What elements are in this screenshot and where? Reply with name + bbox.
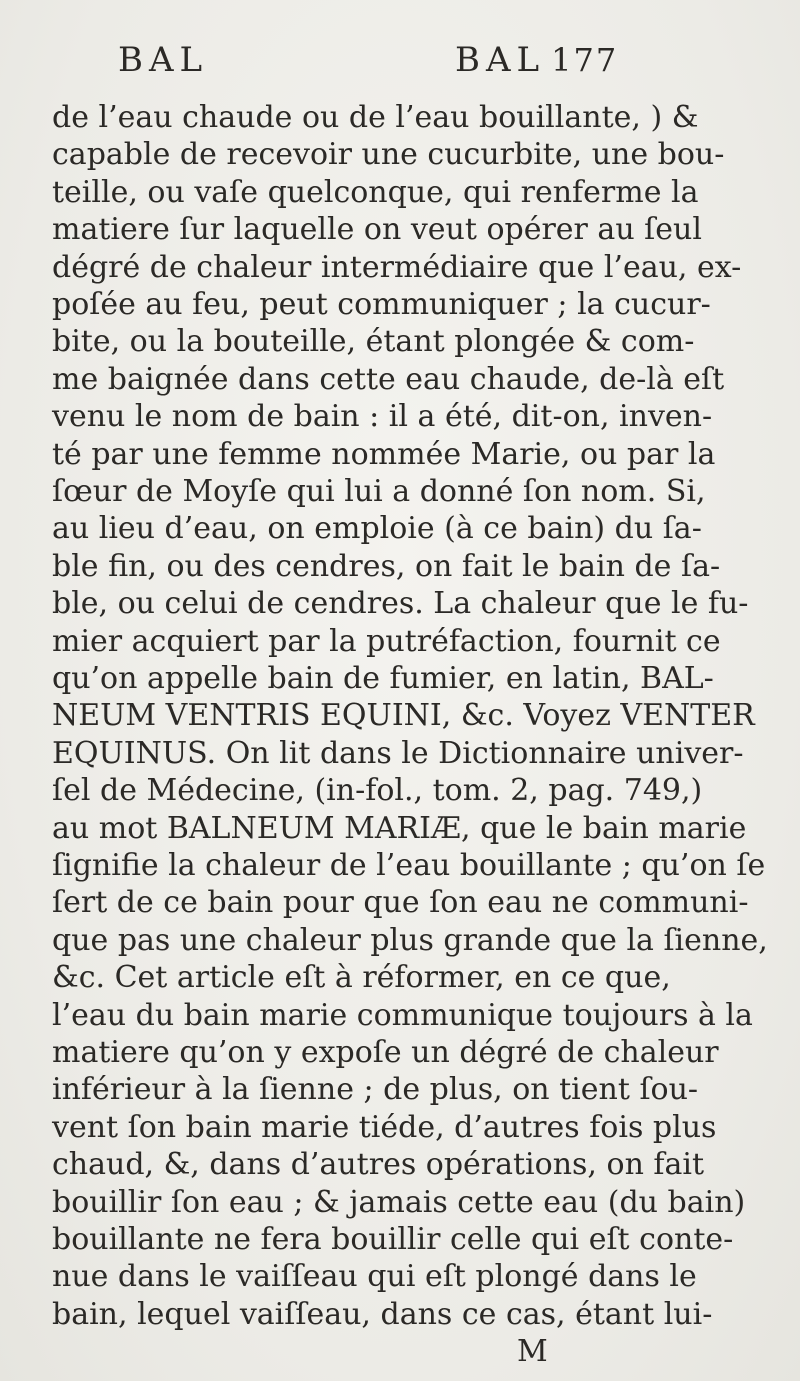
text-line: bain, lequel vaiſſeau, dans ce cas, étant lui- — [52, 1296, 713, 1332]
text-line: dégré de chaleur intermédiaire que l’eau, ex- — [52, 249, 742, 285]
text-line: ſert de ce bain pour que ſon eau ne communi- — [52, 885, 749, 921]
right-running-head — [455, 40, 618, 80]
catchword: M — [517, 1334, 548, 1370]
text-line: de l’eau chaude ou de l’eau bouillante, ) & — [52, 100, 699, 135]
text-line: bouillante ne fera bouillir celle qui eſt conte- — [52, 1222, 734, 1257]
text-line: l’eau du bain marie communique toujours à la — [52, 997, 753, 1033]
text-line: ſignifie la chaleur de l’eau bouillante ; qu’on ſe — [52, 848, 766, 883]
text-line: me baignée dans cette eau chaude, de-là eſt — [52, 361, 725, 397]
text-line: teille, ou vaſe quelconque, qui renferme la — [52, 174, 699, 210]
text-line: matiere ſur laquelle on veut opérer au ſeul — [52, 212, 702, 248]
text-line: chaud, &, dans d’autres opérations, on fait — [52, 1147, 705, 1183]
text-line: NEUM VENTRIS EQUINI, &c. Voyez VENTER — [52, 698, 755, 734]
text-line: ble fin, ou des cendres, on fait le bain de ſa- — [52, 548, 721, 584]
text-line: poſée au feu, peut communiquer ; la cucur- — [52, 287, 711, 322]
text-line: bite, ou la bouteille, étant plongée & com- — [52, 324, 695, 360]
text-line: au lieu d’eau, on emploie (à ce bain) du ſa- — [52, 511, 702, 547]
text-line: inférieur à la ſienne ; de plus, on tient ſou- — [52, 1072, 699, 1108]
page-number: 177 — [551, 41, 619, 79]
text-line: que pas une chaleur plus grande que la ſienne, — [52, 922, 768, 958]
text-line: bouillir ſon eau ; & jamais cette eau (du bain) — [52, 1184, 746, 1220]
text-line: ble, ou celui de cendres. La chaleur que le fu- — [52, 586, 749, 622]
text-line: qu’on appelle bain de fumier, en latin, BAL- — [52, 661, 714, 696]
text-line: nue dans le vaiſſeau qui eſt plongé dans le — [52, 1259, 697, 1295]
text-line: &c. Cet article eſt à réformer, en ce que, — [52, 960, 671, 996]
text-line: vent ſon bain marie tiéde, d’autres fois plus — [52, 1109, 717, 1145]
text-line: ſel de Médecine, (in-fol., tom. 2, pag. 749,) — [52, 773, 703, 809]
left-running-head: BAL — [118, 40, 209, 80]
text-line: matiere qu’on y expoſe un dégré de chaleur — [52, 1035, 719, 1070]
text-line: venu le nom de bain : il a été, dit-on, inven- — [52, 399, 713, 435]
running-header — [0, 40, 800, 90]
text-line: té par une femme nommée Marie, ou par la — [52, 436, 716, 472]
text-line: EQUINUS. On lit dans le Dictionnaire univer- — [52, 735, 744, 771]
text-line: mier acquiert par la putréfaction, fournit ce — [52, 623, 721, 659]
text-line: ſœur de Moyſe qui lui a donné ſon nom. Si, — [52, 474, 706, 509]
right-running-head-title: BAL — [455, 40, 546, 80]
text-line: capable de recevoir une cucurbite, une bou- — [52, 137, 725, 173]
text-line: au mot BALNEUM MARIÆ, que le bain marie — [52, 810, 747, 846]
